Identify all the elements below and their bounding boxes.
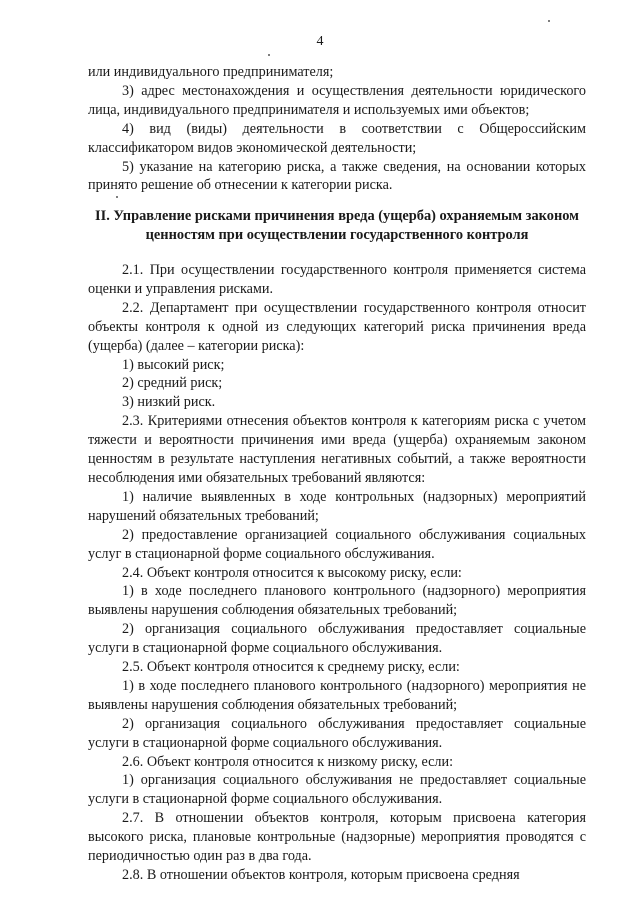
- list-item: 2) средний риск;: [122, 375, 223, 392]
- paragraph: 5) указание на категорию риска, а также сведения, на основании которых принято решение об отнесении к категории риска.: [88, 158, 586, 194]
- paragraph: или индивидуального предпринимателя;: [88, 64, 334, 80]
- list-item: 1) наличие выявленных в ходе контрольных (надзорных) мероприятий нарушений обязательных требований;: [88, 488, 586, 524]
- list-item: 1) в ходе последнего планового контрольного (надзорного) мероприятия выявлены нарушения соблюдения обязательных требований;: [88, 583, 586, 619]
- paragraph: 4) вид (виды) деятельности в соответствии с Общероссийским классификатором видов экономической деятельности;: [88, 120, 586, 156]
- list-item: 3) низкий риск.: [122, 394, 216, 411]
- paragraph: 2.7. В отношении объектов контроля, которым присвоена категория высокого риска, плановые контрольные (надзорные) мероприятия проводятся с периодичностью один раз в два года.: [88, 810, 586, 865]
- list-item: 2) предоставление организацией социального обслуживания социальных услуг в стационарной форме социального обслуживания.: [88, 526, 586, 562]
- page-number: 4: [316, 34, 324, 49]
- paragraph: 2.8. В отношении объектов контроля, которым присвоена средняя: [122, 867, 520, 883]
- list-item: 1) высокий риск;: [122, 356, 225, 373]
- scan-speck: [268, 54, 270, 56]
- section-body: [88, 261, 586, 885]
- section-heading: II. Управление рисками причинения вреда (ущерба) охраняемым законом ценностям при осуществлении государственного контроля: [95, 208, 579, 243]
- intro-block: [88, 63, 586, 195]
- paragraph: 2.4. Объект контроля относится к высокому риску, если:: [122, 564, 462, 581]
- paragraph: 2.1. При осуществлении государственного контроля применяется система оценки и управления рисками.: [88, 262, 586, 297]
- paragraph: 2.2. Департамент при осуществлении государственного контроля относит объекты контроля к одной из следующих категорий риска причинения вреда (ущерба) (далее – категории риска):: [88, 299, 586, 354]
- list-item: 1) в ходе последнего планового контрольного (надзорного) мероприятия не выявлены нарушения соблюдения обязательных требований;: [88, 677, 586, 713]
- paragraph: 3) адрес местонахождения и осуществления деятельности юридического лица, индивидуального предпринимателя и используемых ими объектов;: [88, 82, 586, 118]
- list-item: 2) организация социального обслуживания предоставляет социальные услуги в стационарной форме социального обслуживания.: [88, 621, 586, 657]
- scan-speck: [116, 196, 118, 198]
- list-item: 1) организация социального обслуживания не предоставляет социальные услуги в стационарной форме социального обслуживания.: [88, 772, 586, 808]
- list-item: 2) организация социального обслуживания предоставляет социальные услуги в стационарной форме социального обслуживания.: [88, 715, 586, 751]
- paragraph: 2.5. Объект контроля относится к среднему риску, если:: [122, 659, 460, 676]
- paragraph: 2.3. Критериями отнесения объектов контроля к категориям риска с учетом тяжести и вероятности причинения ими вреда (ущерба) охраняемым законом ценностям в результате наступления негативных событий, а также вероятности несоблюдения ими обязательных требований являются:: [88, 413, 586, 486]
- scan-speck: [548, 20, 550, 22]
- paragraph: 2.6. Объект контроля относится к низкому риску, если:: [122, 753, 454, 770]
